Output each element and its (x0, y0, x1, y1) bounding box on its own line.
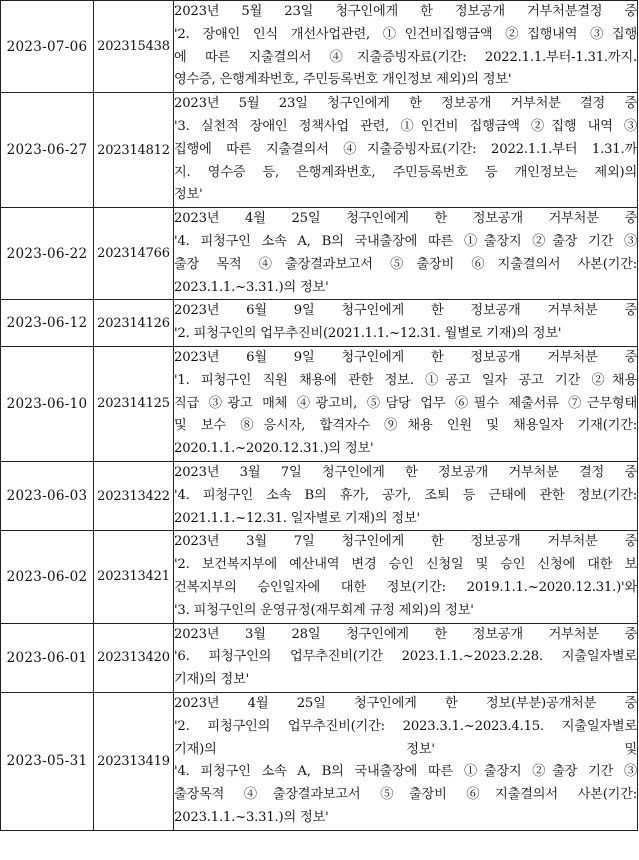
description-line: 2023.1.1.~3.31.)의 정보' (174, 279, 329, 295)
table-row (1, 346, 638, 461)
case-number-cell: 202314766 (94, 208, 174, 300)
description-cell (174, 346, 638, 461)
case-number-cell: 202314126 (94, 300, 174, 347)
description-line: 2023년 3월 28일 청구인에게 한 정보공개 거부처분 중 (174, 626, 637, 642)
case-number-cell: 202314812 (94, 93, 174, 208)
description-line: '2. 장애인 인식 개선사업관련, ①인건비집행금액 ②집행내역 ③집행 (174, 26, 637, 42)
table-row (1, 1, 638, 93)
date-cell: 2023-05-31 (1, 692, 94, 830)
description-line: 2023년 3월 7일 청구인에게 한 정보공개 거부처분 중 (174, 534, 637, 550)
date-cell: 2023-07-06 (1, 1, 94, 93)
description-line: '3. 피청구인의 운영규정(재무회계 규정 제외)의 정보' (174, 602, 474, 618)
description-line: 2023.1.1.~3.31.)의 정보' (174, 809, 329, 825)
description-line: 직급 ③광고 매체 ④광고비, ⑤담당 업무 ⑥필수 제출서류 ⑦근무형태 (174, 395, 637, 411)
date-cell: 2023-06-03 (1, 461, 94, 530)
date-cell: 2023-06-10 (1, 346, 94, 461)
description-line: 건복지부의 승인일자에 대한 정보(기간: 2019.1.1.~2020.12.31.)'와 (174, 579, 637, 595)
case-number-cell: 202313421 (94, 531, 174, 623)
description-line: 정보' (174, 187, 203, 203)
description-line: 2023년 3월 7일 청구인에게 한 정보공개 거부처분 결정 중 (174, 464, 637, 480)
date-cell: 2023-06-01 (1, 623, 94, 692)
description-line: '2. 피청구인의 업무추진비(2021.1.1.~12.31. 월별로 기재)의 정보' (174, 326, 562, 342)
description-line: 출장목적 ④출장결과보고서 ⑤출장비 ⑥지출결의서 사본(기간: (174, 787, 637, 803)
case-number-cell: 202315438 (94, 1, 174, 93)
description-cell (174, 208, 638, 300)
table-row (1, 692, 638, 830)
description-line: 2023년 6월 9일 청구인에게 한 정보공개 거부처분 중 (174, 349, 637, 365)
table-row (1, 531, 638, 623)
description-line: 2023년 4월 25일 청구인에게 한 정보공개 거부처분 중 (174, 211, 637, 227)
description-cell (174, 93, 638, 208)
date-cell: 2023-06-27 (1, 93, 94, 208)
case-number-cell: 202313419 (94, 692, 174, 830)
description-cell (174, 1, 638, 93)
description-cell (174, 531, 638, 623)
description-line: 2023년 6월 9일 청구인에게 한 정보공개 거부처분 중 (174, 303, 637, 319)
description-line: '4. 피청구인 소속 B의 휴가, 공가, 조퇴 등 근태에 관한 정보(기간: (174, 487, 637, 503)
description-line: '1. 피청구인 직원 채용에 관한 정보. ①공고 일자 공고 기간 ②채용 (174, 372, 637, 388)
description-line: 영수증, 은행계좌번호, 주민등록번호 개인정보 제외)의 정보' (174, 72, 512, 88)
description-line: 에 따른 지출결의서 ④지출증빙자료(기간: 2022.1.1.부터-1.31.까지. (174, 49, 637, 65)
description-cell (174, 692, 638, 830)
description-line: 및 보수 ⑧응시자, 합격자수 ⑨채용 인원 및 채용일자 기재(기간: (174, 418, 637, 434)
date-cell: 2023-06-22 (1, 208, 94, 300)
description-line: '3. 실천적 장애인 정책사업 관련, ①인건비 집행금액 ②집행 내역 ③ (174, 118, 637, 134)
table-row (1, 300, 638, 347)
description-line: 기재)의 정보' (174, 672, 250, 688)
description-line: 출장 목적 ④출장결과보고서 ⑤출장비 ⑥지출결의서 사본(기간: (174, 256, 637, 272)
description-line: 지. 영수증 등, 은행계좌번호, 주민등록번호 등 개인정보는 제외)의 (174, 164, 637, 180)
description-line: '4. 피청구인 소속 A, B의 국내출장에 따른 ①출장지 ②출장 기간 ③ (174, 233, 637, 249)
description-line: 2021.1.1.~12.31. 일자별로 기재)의 정보' (174, 510, 420, 526)
case-number-cell: 202313422 (94, 461, 174, 530)
description-line: 2020.1.1.~2020.12.31.)의 정보' (174, 441, 374, 457)
description-line: 2023년 4월 25일 청구인에게 한 정보(부분)공개처분 중 (174, 695, 637, 711)
description-line: 집행에 따른 지출결의서 ④지출증빙자료(기간: 2022.1.1.부터 1.31.까 (174, 141, 637, 157)
description-line: '2. 피청구인의 업무추진비(기간: 2023.3.1.~2023.4.15. 지출일자별로 (174, 718, 637, 734)
description-cell (174, 623, 638, 692)
description-line: '6. 피청구인의 업무추진비(기간 2023.1.1.~2023.2.28. 지출일자별로 (174, 649, 637, 665)
table-row (1, 208, 638, 300)
description-line: 2023년 5월 23일 청구인에게 한 정보공개 거부처분결정 중 (174, 4, 637, 19)
description-line: '4. 피청구인 소속 A, B의 국내출장에 따른 ①출장지 ②출장 기간 ③ (174, 764, 637, 780)
table-row (1, 623, 638, 692)
case-number-cell: 202314125 (94, 346, 174, 461)
description-line: 기재)의 정보' 및 (174, 741, 637, 757)
description-cell (174, 461, 638, 530)
description-line: '2. 보건복지부에 예산내역 변경 승인 신청일 및 승인 신청에 대한 보 (174, 557, 637, 573)
table-row (1, 461, 638, 530)
decision-table-body (1, 1, 638, 831)
date-cell: 2023-06-12 (1, 300, 94, 347)
description-cell (174, 300, 638, 347)
date-cell: 2023-06-02 (1, 531, 94, 623)
table-row (1, 93, 638, 208)
case-number-cell: 202313420 (94, 623, 174, 692)
description-line: 2023년 5월 23일 청구인에게 한 정보공개 거부처분 결정 중 (174, 96, 637, 112)
